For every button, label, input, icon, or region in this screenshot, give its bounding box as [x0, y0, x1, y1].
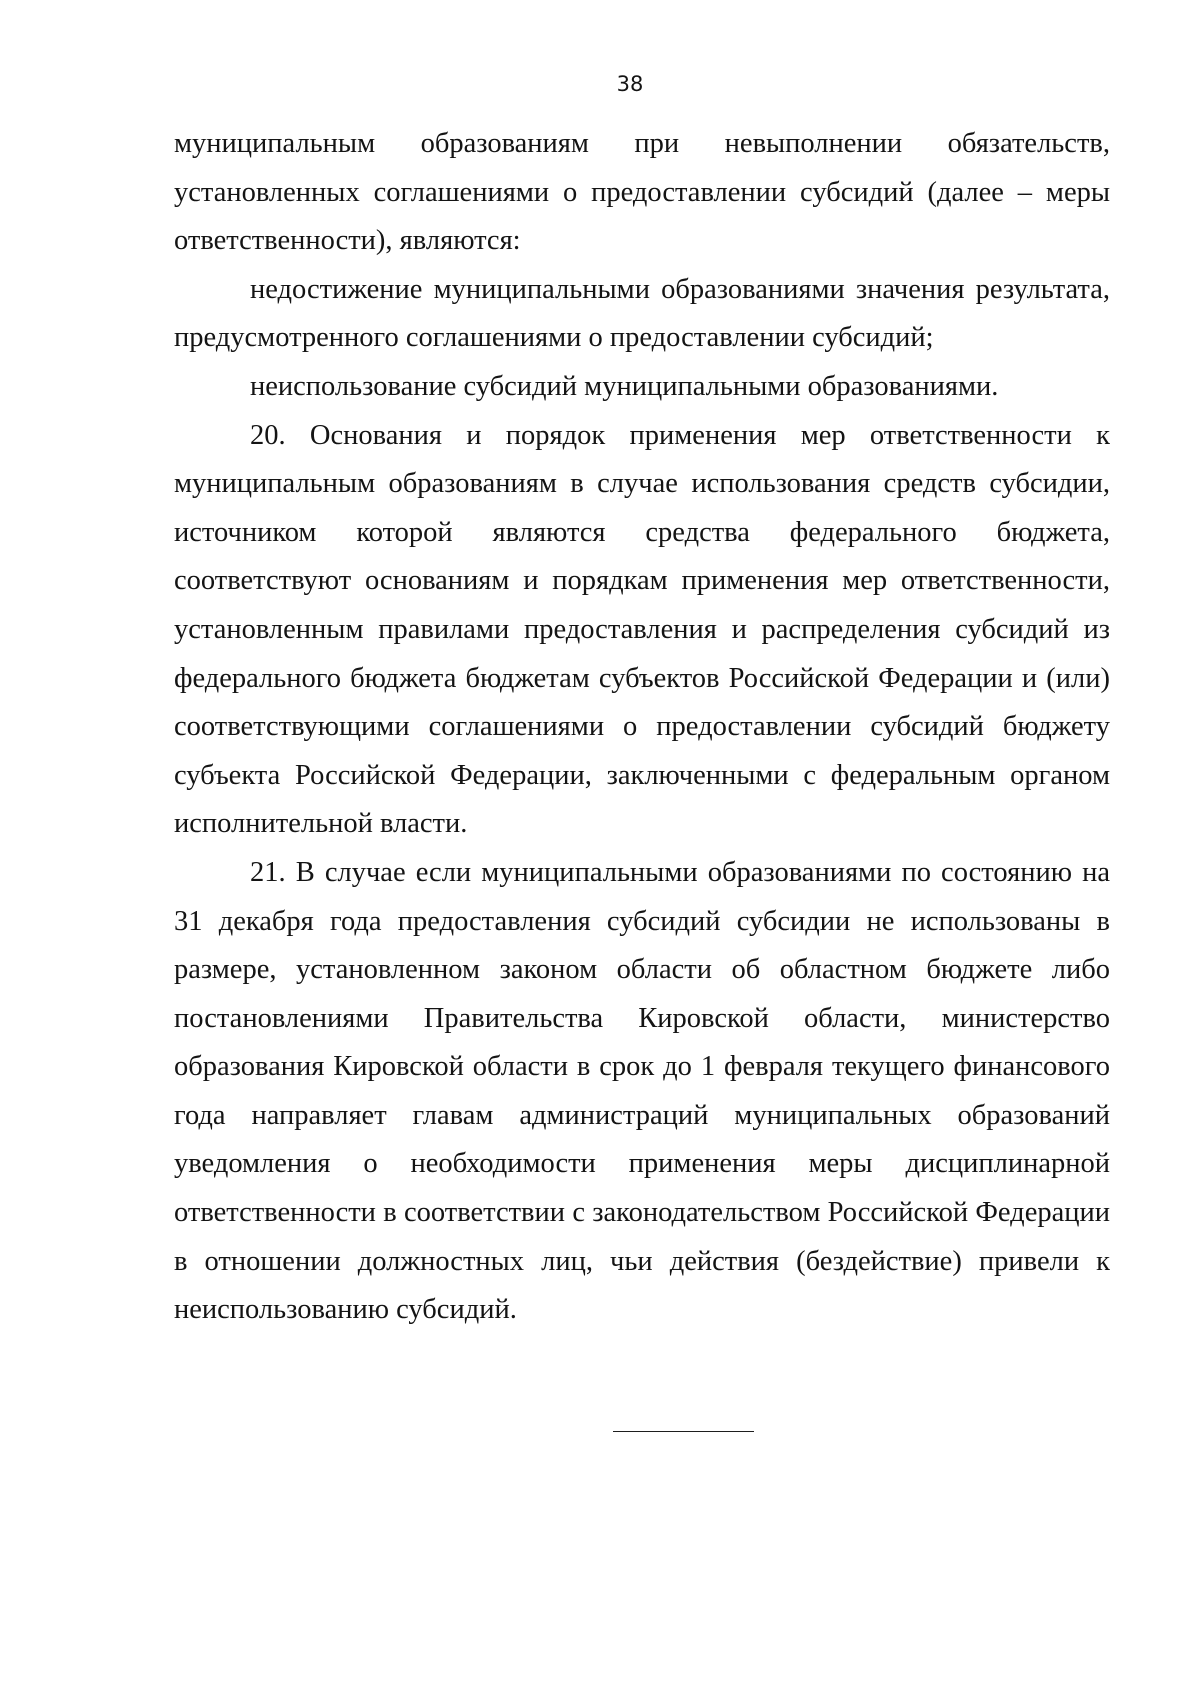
- document-body: [174, 120, 1110, 1335]
- end-of-document-rule: [613, 1431, 754, 1432]
- paragraph-clause-20: 20. Основания и порядок применения мер ответственности к муниципальным образованиям в случае использования средств субсидии, источником которой являются средства федерального бюджета, соответствуют основаниям и порядкам применения мер ответственности, установленным правилами предоставления и распределения субсидий из федерального бюджета бюджетам субъектов Российской Федерации и (или) соответствующими соглашениями о предоставлении субсидий бюджету субъекта Российской Федерации, заключенными с федеральным органом исполнительной власти.: [174, 419, 1110, 840]
- paragraph-item-nedostizhenie: недостижение муниципальными образованиями значения результата, предусмотренного соглашениями о предоставлении субсидий;: [174, 273, 1110, 354]
- paragraph-clause-21: 21. В случае если муниципальными образованиями по состоянию на 31 декабря года предоставления субсидий субсидии не использованы в размере, установленном законом области об областном бюджете либо постановлениями Правительства Кировской области, министерство образования Кировской области в срок до 1 февраля текущего финансового года направляет главам администраций муниципальных образований уведомления о необходимости применения меры дисциплинарной ответственности в соответствии с законодательством Российской Федерации в отношении должностных лиц, чьи действия (бездействие) привели к неиспользованию субсидий.: [174, 856, 1110, 1326]
- paragraph-item-neispolzovanie: неиспользование субсидий муниципальными образованиями.: [250, 370, 999, 402]
- page-number: 38: [616, 72, 644, 96]
- paragraph-continuation: муниципальным образованиям при невыполнении обязательств, установленных соглашениями о предоставлении субсидий (далее – меры ответственности), являются:: [174, 128, 1110, 257]
